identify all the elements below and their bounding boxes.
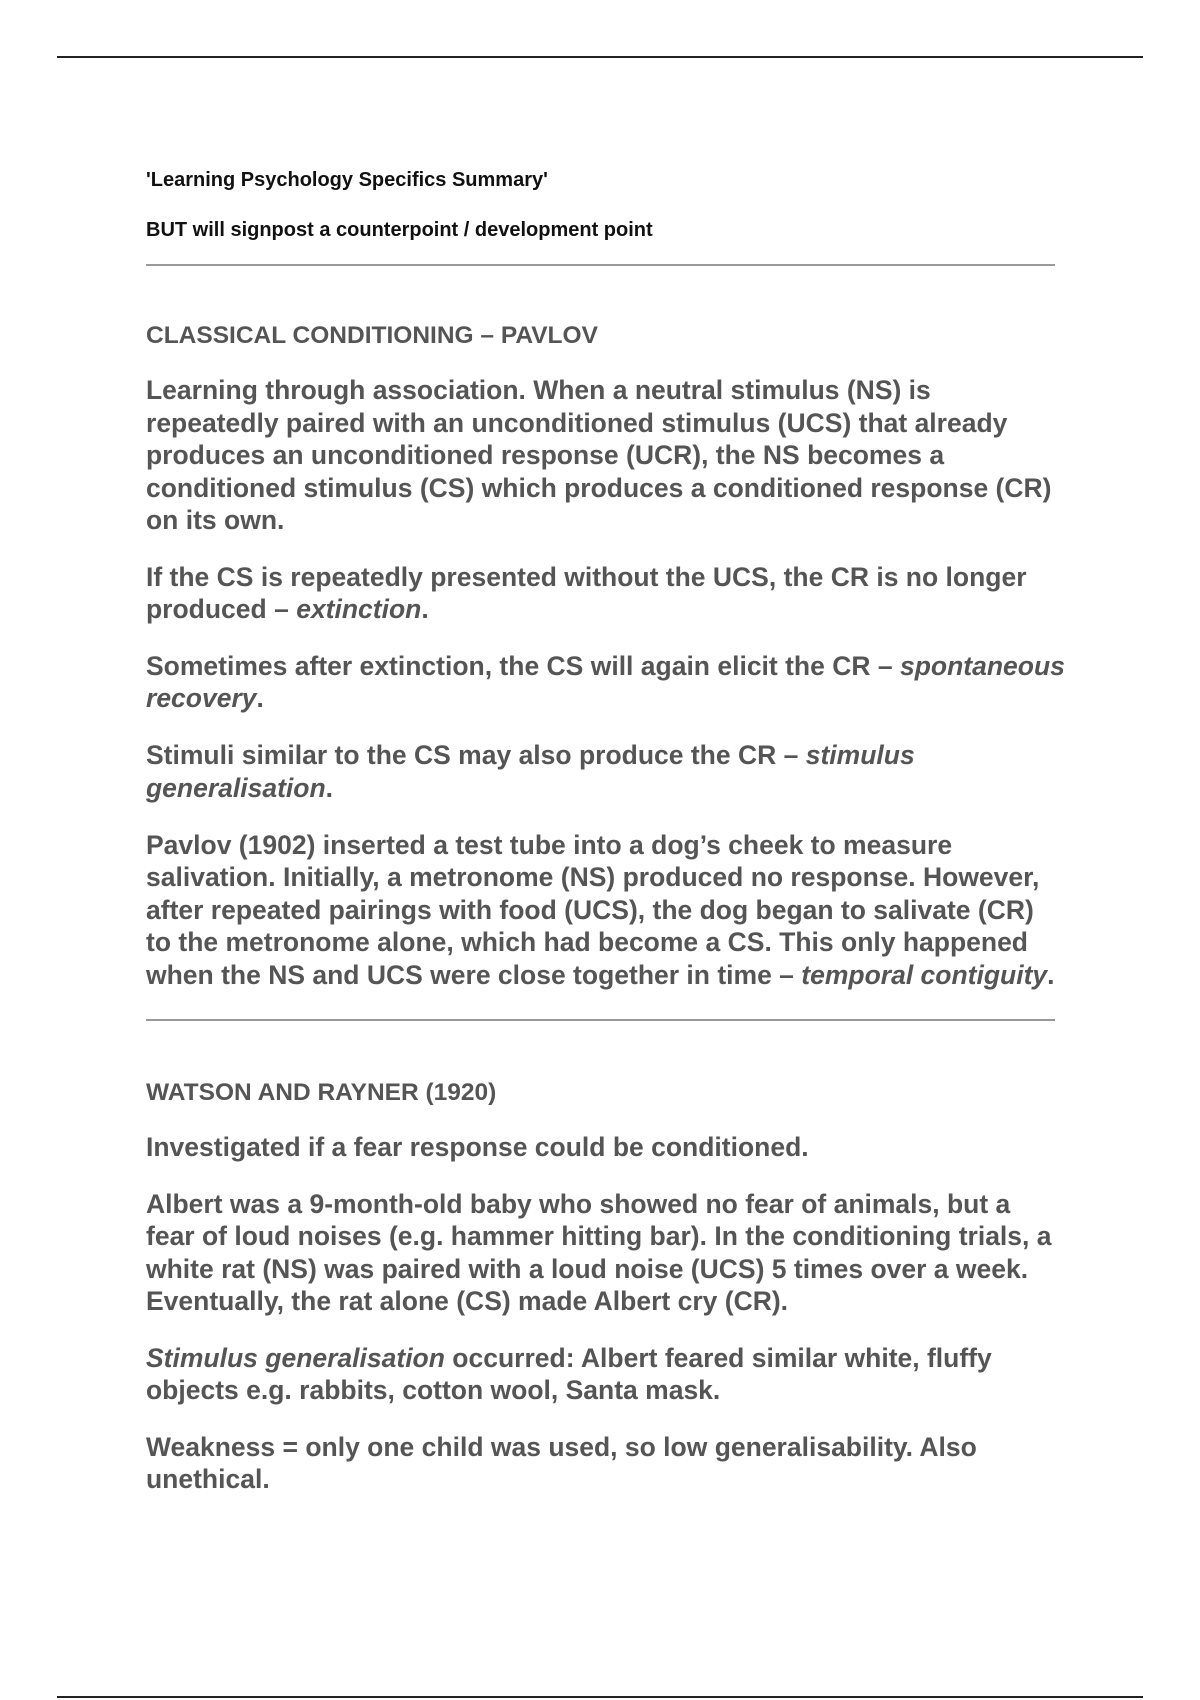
paragraph-extinction — [146, 561, 1066, 626]
section-heading-classical-conditioning: CLASSICAL CONDITIONING – PAVLOV — [146, 322, 598, 349]
page-top-rule — [57, 56, 1143, 58]
key-term-stimulus-generalisation: Stimulus generalisation — [146, 1342, 445, 1373]
section-divider — [146, 1019, 1055, 1021]
paragraph-pavlov-study — [146, 829, 1066, 992]
document-note: BUT will signpost a counterpoint / development point — [146, 219, 653, 241]
paragraph-generalisation-occurred — [146, 1342, 1066, 1407]
paragraph-aim: Investigated if a fear response could be conditioned. — [146, 1132, 809, 1162]
paragraph-text: If the CS is repeatedly presented without the UCS, the CR is no longer produced – — [146, 561, 1027, 624]
key-term-temporal-contiguity: temporal contiguity — [801, 959, 1048, 990]
paragraph-association: Learning through association. When a neutral stimulus (NS) is repeatedly paired with an unconditioned stimulus (UCS) that already produces an unconditioned response (UCR), the NS becomes a conditioned stimulus (CS) which produces a conditioned response (CR) on its own. — [146, 375, 1052, 535]
document-title: 'Learning Psychology Specifics Summary' — [146, 169, 548, 191]
key-term-stimulus-generalisation: stimulus generalisation — [146, 739, 915, 803]
paragraph-text-end: . — [256, 683, 264, 713]
key-term-extinction: extinction — [296, 594, 422, 624]
document-body — [146, 168, 1066, 1496]
paragraph-text-end: occurred: Albert feared similar white, fluffy objects e.g. rabbits, cotton wool, Santa mask. — [146, 1342, 992, 1405]
paragraph-text: Pavlov (1902) inserted a test tube into a dog’s cheek to measure salivation. Initially, a metronome (NS) produced no response. However, after repeated pairings with food (UCS), the dog began to salivate (CR) to the metronome alone, which had become a CS. This only happened when the NS and UCS were close together in time – — [146, 829, 1040, 990]
paragraph-little-albert: Albert was a 9-month-old baby who showed no fear of animals, but a fear of loud noises (e.g. hammer hitting bar). In the conditioning trials, a white rat (NS) was paired with a loud noise (UCS) 5 times over a week. Eventually, the rat alone (CS) made Albert cry (CR). — [146, 1188, 1052, 1316]
paragraph-text: Stimuli similar to the CS may also produce the CR – — [146, 739, 806, 770]
section-heading-watson-rayner: WATSON AND RAYNER (1920) — [146, 1079, 497, 1106]
section-divider — [146, 264, 1055, 266]
paragraph-text-end: . — [421, 594, 429, 624]
paragraph-weakness: Weakness = only one child was used, so low generalisability. Also unethical. — [146, 1431, 977, 1494]
paragraph-stimulus-generalisation — [146, 739, 1066, 805]
paragraph-text-end: . — [325, 772, 334, 803]
page-bottom-rule — [57, 1696, 1143, 1698]
paragraph-text: Sometimes after extinction, the CS will again elicit the CR – — [146, 650, 900, 681]
paragraph-text-end: . — [1047, 959, 1055, 990]
paragraph-spontaneous-recovery — [146, 650, 1066, 715]
key-term-spontaneous-recovery: spontaneous recovery — [146, 650, 1065, 713]
